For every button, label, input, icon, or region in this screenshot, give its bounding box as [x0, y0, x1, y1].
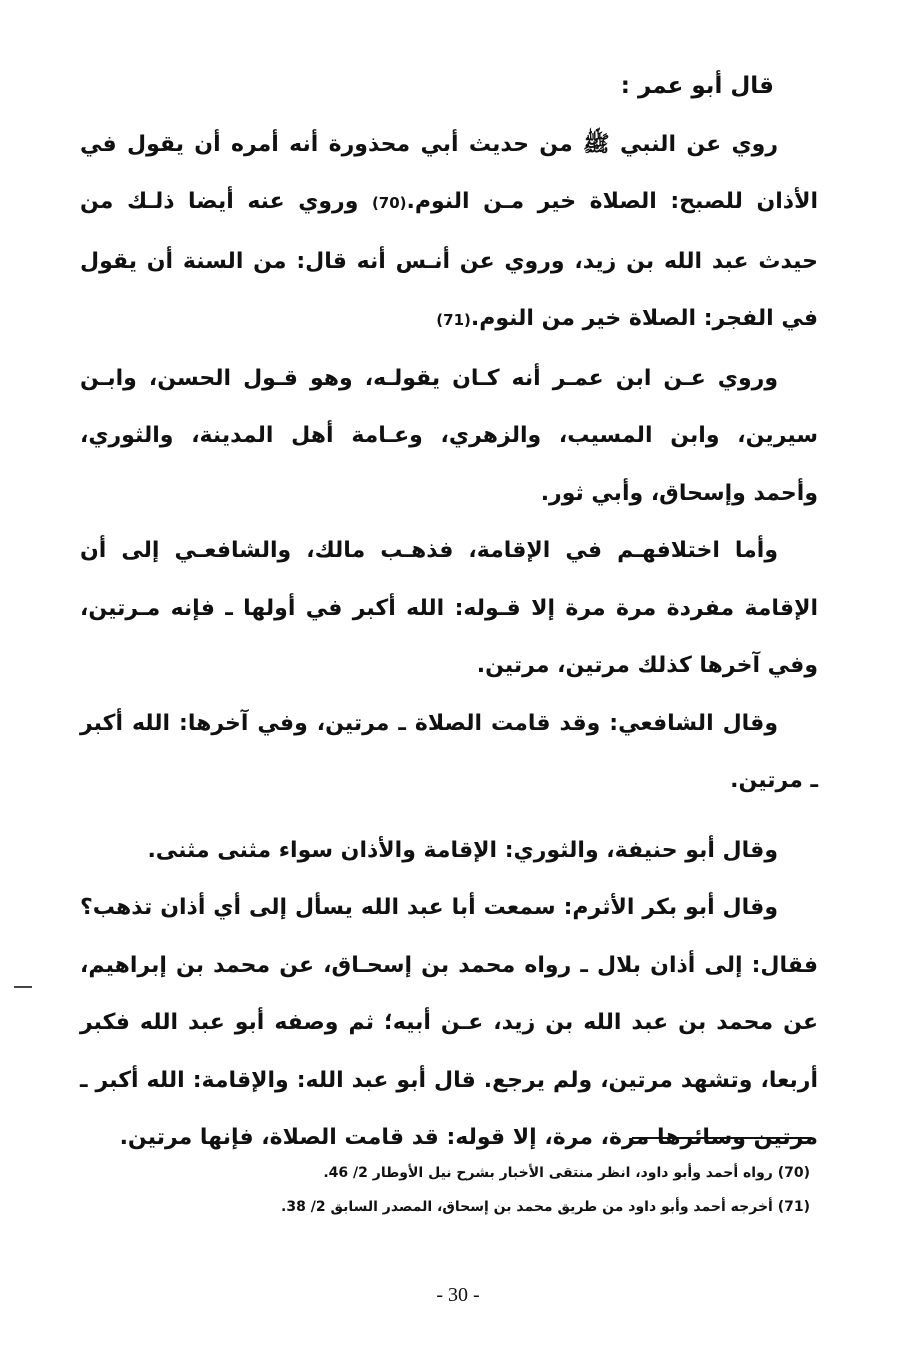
paragraph-1-text-a: روي عن النبي ﷺ من حديث أبي محذورة أنه أمره أن يقول في الأذان للصبح: الصلاة خير مـن النوم.: [80, 131, 818, 214]
page-number: - 30 -: [436, 1284, 480, 1306]
footnote-ref-71: (71): [436, 311, 471, 329]
paragraph-4: وقال الشافعي: وقد قامت الصلاة ـ مرتين، وفي آخرها: الله أكبر ـ مرتين.: [80, 710, 818, 793]
main-text: [80, 58, 818, 1167]
footnote-70: (70) رواه أحمد وأبو داود، انظر منتقى الأخبار بشرح نيل الأوطار 2/ 46.: [323, 1165, 810, 1181]
footnote-divider: [632, 1137, 812, 1139]
paragraph-6: وقال أبو بكر الأثرم: سمعت أبا عبد الله يسأل إلى أي أذان تذهب؟ فقال: إلى أذان بلال ـ رواه محمد بن إسحـاق، عن محمد بن إبراهيم، عن محمد بن عبد الله بن زيد، عـن أبيه؛ ثم وصفه أبو عبد الله فكبر أربعا، وتشهد مرتين، ولم يرجع. قال أبو عبد الله: والإقامة: الله أكبر ـ مرتين وسائرها مرة، مرة، إلا قوله: قد قامت الصلاة، فإنها مرتين.: [80, 895, 818, 1150]
paragraph-2: وروي عـن ابن عمـر أنه كـان يقولـه، وهو قـول الحسن، وابـن سيرين، وابن المسيب، والزهري، وعـامة أهل المدينة، والثوري، وأحمد وإسحاق، وأبي ثور.: [80, 365, 818, 506]
paragraph-1-text-b: وروي عنه أيضا ذلـك من حيدث عبد الله بن زيد، وروي عن أنـس أنه قال: من السنة أن يقول في الفجر: الصلاة خير من النوم.: [80, 189, 818, 331]
footnotes: [80, 1156, 810, 1224]
section-heading: قال أبو عمر :: [620, 73, 774, 99]
paragraph-5: وقال أبو حنيفة، والثوري: الإقامة والأذان سواء مثنى مثنى.: [147, 837, 778, 863]
paragraph-gap: [80, 810, 818, 822]
paragraph-3: وأما اختلافهـم في الإقامة، فذهـب مالك، والشافعـي إلى أن الإقامة مفردة مرة مرة إلا قـوله: الله أكبر في أولها ـ فإنه مـرتين، وفي آخرها كذلك مرتين، مرتين.: [80, 538, 818, 678]
paragraph-1: [80, 116, 818, 350]
footnote-ref-70: (70): [371, 194, 407, 212]
footnote-71: (71) أخرجه أحمد وأبو داود من طريق محمد بن إسحاق، المصدر السابق 2/ 38.: [281, 1199, 810, 1215]
margin-mark: [14, 986, 32, 988]
